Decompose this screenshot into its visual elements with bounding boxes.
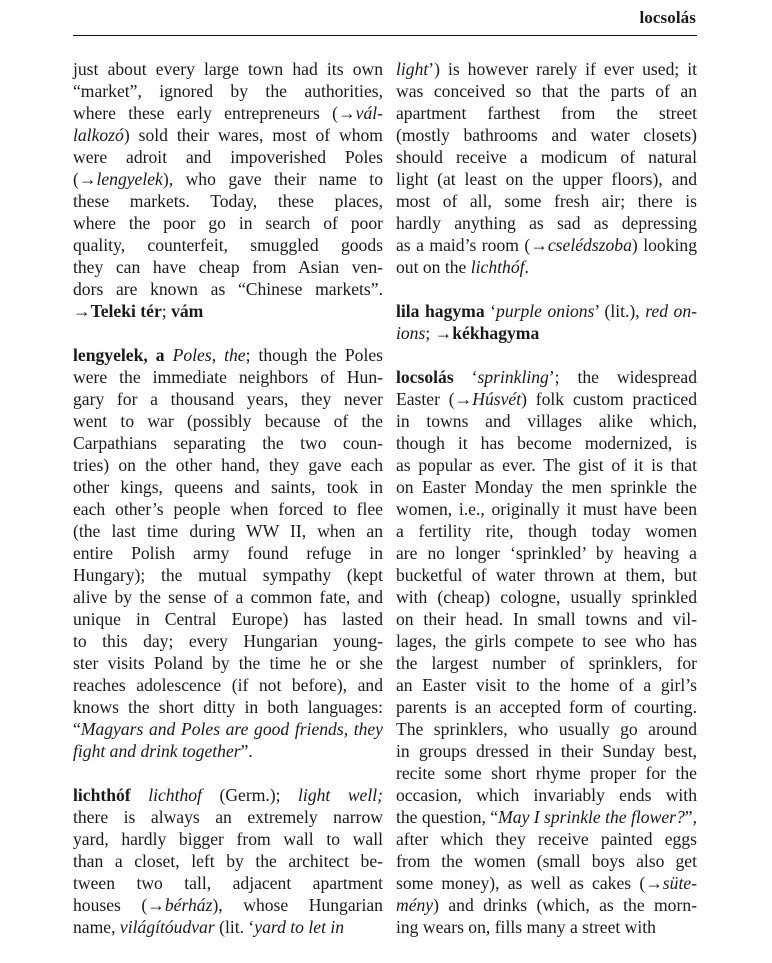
text-line <box>73 344 383 366</box>
text-run: unique in Central Europe) has lasted <box>73 609 383 629</box>
text-line <box>396 58 697 80</box>
text-line <box>396 322 697 344</box>
text-run: quality, counterfeit, smuggled goods <box>73 235 383 255</box>
text-run: light (at least on the upper floors), and <box>396 169 697 189</box>
text-run: each other’s people when forced to flee <box>73 499 383 519</box>
text-run: ) sold their wares, most of whom <box>123 125 383 145</box>
text-line <box>73 454 383 476</box>
entry-continuation <box>73 58 383 322</box>
text-line <box>396 894 697 916</box>
text-line <box>73 520 383 542</box>
text-run: most of all, some fresh air; there is <box>396 191 697 211</box>
text-run: ‘ <box>453 367 478 387</box>
text-run: went to war (possibly because of the <box>73 411 383 431</box>
text-run: ) looking <box>631 235 697 255</box>
text-line <box>73 190 383 212</box>
italic-term: light <box>396 59 429 79</box>
text-run: occasion, which invariably ends with <box>396 785 697 805</box>
text-line <box>396 740 697 762</box>
text-line <box>396 630 697 652</box>
text-line <box>396 520 697 542</box>
text-run: in groups dressed in their Sunday best, <box>396 741 697 761</box>
italic-term: Poles <box>172 345 212 365</box>
italic-term: red on- <box>645 301 697 321</box>
text-line <box>73 850 383 872</box>
text-line <box>73 652 383 674</box>
text-run: on their head. In small towns and vil- <box>396 609 697 629</box>
text-run: there is always an extremely narrow <box>73 807 383 827</box>
text-run: dors are known as “Chinese markets”. <box>73 279 383 299</box>
italic-term: cselédszoba <box>547 235 632 255</box>
text-line <box>396 388 697 410</box>
text-run: . <box>524 257 529 277</box>
text-run: Easter (→ <box>396 389 473 409</box>
text-line <box>396 102 697 124</box>
text-run: entire Polish army found refuge in <box>73 543 383 563</box>
italic-term: sprinkling <box>477 367 549 387</box>
text-run: from the women (small boys also get <box>396 851 697 871</box>
text-run <box>131 785 149 805</box>
text-run: knows the short ditty in both languages: <box>73 697 383 717</box>
text-line <box>396 564 697 586</box>
italic-term: light well; <box>298 785 383 805</box>
text-line <box>73 80 383 102</box>
text-run: tries) on the other hand, they gave each <box>73 455 383 475</box>
text-line <box>73 828 383 850</box>
text-run: ) and drinks (which, as the morn- <box>433 895 697 915</box>
text-line <box>73 146 383 168</box>
text-run: these markets. Today, these places, <box>73 191 383 211</box>
text-run: ), who gave their name to <box>162 169 383 189</box>
text-line <box>73 58 383 80</box>
text-line <box>396 674 697 696</box>
text-run: The sprinklers, who usually go around <box>396 719 697 739</box>
text-run: gary for a thousand years, they never <box>73 389 383 409</box>
text-run: Hungary); the mutual sympathy (kept <box>73 565 383 585</box>
text-line <box>73 564 383 586</box>
dictionary-entry <box>396 300 697 344</box>
headword: lichthóf <box>73 785 131 805</box>
text-line <box>73 124 383 146</box>
italic-term: ions <box>396 323 426 343</box>
header-rule <box>73 35 697 36</box>
text-run: ), whose Hungarian <box>212 895 383 915</box>
text-run: (lit. ‘ <box>214 917 255 937</box>
text-line <box>73 608 383 630</box>
text-line <box>396 542 697 564</box>
text-line <box>396 872 697 894</box>
text-run: (→ <box>73 169 97 189</box>
text-run: were adroit and impoverished Poles <box>73 147 383 167</box>
text-line <box>396 146 697 168</box>
text-line <box>396 696 697 718</box>
text-run: houses (→ <box>73 895 165 915</box>
text-run: ) folk custom practiced <box>521 389 698 409</box>
text-run: ”, <box>684 807 697 827</box>
text-line <box>396 586 697 608</box>
text-line <box>73 916 383 938</box>
text-run: → <box>73 301 91 321</box>
running-head: locsolás <box>639 8 696 27</box>
text-line <box>73 630 383 652</box>
italic-term: süte- <box>662 873 697 893</box>
text-run: the largest number of sprinklers, for <box>396 653 697 673</box>
text-line <box>73 300 383 322</box>
text-line <box>396 300 697 322</box>
text-run: a fertility rite, though today women <box>396 521 697 541</box>
italic-term: Magyars and Poles are good friends, they <box>80 719 383 739</box>
italic-term: világítóudvar <box>119 917 215 937</box>
text-line <box>396 234 697 256</box>
text-line <box>396 608 697 630</box>
text-run: where the poor go in search of poor <box>73 213 383 233</box>
text-run: bucketful of water thrown at them, but <box>396 565 697 585</box>
text-run: an Easter visit to the home of a girl’s <box>396 675 697 695</box>
text-run: should receive a modicum of natural <box>396 147 697 167</box>
text-run: Carpathians separating the two coun- <box>73 433 383 453</box>
text-line <box>396 784 697 806</box>
text-line <box>73 586 383 608</box>
text-run: “market”, ignored by the authorities, <box>73 81 383 101</box>
text-line <box>396 916 697 938</box>
text-run: to this day; every Hungarian young- <box>73 631 383 651</box>
text-line <box>396 806 697 828</box>
text-run: just about every large town had its own <box>73 59 383 79</box>
text-run: ; → <box>425 323 453 343</box>
italic-term: lalkozó <box>73 125 124 145</box>
italic-term: bérház <box>164 895 213 915</box>
text-line <box>73 410 383 432</box>
text-run: as popular as ever. The gist of it is that <box>396 455 697 475</box>
text-run: ’) is however rarely if ever used; it <box>428 59 697 79</box>
text-run: women, i.e., originally it must have been <box>396 499 697 519</box>
text-run: are no longer ‘sprinkled’ by heaving a <box>396 543 697 563</box>
text-run: ’; the widespread <box>548 367 697 387</box>
text-run: other kings, queens and saints, took in <box>73 477 383 497</box>
text-run: lages, the girls compete to see who has <box>396 631 697 651</box>
text-run: , <box>211 345 225 365</box>
entry-continuation <box>396 58 697 278</box>
right-column <box>396 58 697 938</box>
text-run: out on the <box>396 257 471 277</box>
text-line <box>73 278 383 300</box>
text-run: apartment farthest from the street <box>396 103 697 123</box>
text-line <box>396 476 697 498</box>
italic-term: vál- <box>355 103 383 123</box>
text-line <box>396 366 697 388</box>
text-run: than a closet, left by the architect be- <box>73 851 383 871</box>
text-run: ; <box>161 301 172 321</box>
text-run: ”. <box>240 741 253 761</box>
text-run: reaches adolescence (if not before), and <box>73 675 383 695</box>
text-line <box>73 234 383 256</box>
text-line <box>73 168 383 190</box>
entry-spacer <box>73 762 383 784</box>
italic-term: lichthóf <box>470 257 525 277</box>
text-run: though it has become modernized, is <box>396 433 697 453</box>
text-run: ster visits Poland by the time he or she <box>73 653 383 673</box>
italic-term: May I sprinkle the flower? <box>498 807 685 827</box>
text-line <box>73 498 383 520</box>
text-line <box>73 432 383 454</box>
text-run: ing wears on, fills many a street with <box>396 917 656 937</box>
headword: lila hagyma <box>396 301 485 321</box>
text-run: in towns and villages alike which, <box>396 411 697 431</box>
text-run: tween two tall, adjacent apartment <box>73 873 383 893</box>
text-run: (mostly bathrooms and water closets) <box>396 125 697 145</box>
italic-term: mény <box>396 895 434 915</box>
left-column <box>73 58 383 938</box>
text-run <box>165 345 173 365</box>
text-run: (Germ.); <box>201 785 299 805</box>
text-run: after which they receive painted eggs <box>396 829 697 849</box>
text-line <box>73 806 383 828</box>
text-line <box>73 784 383 806</box>
text-run: alive by the sense of a common fate, and <box>73 587 383 607</box>
text-run: the question, “ <box>396 807 499 827</box>
italic-term: the <box>224 345 246 365</box>
text-run: name, <box>73 917 120 937</box>
text-line <box>396 850 697 872</box>
text-line <box>396 168 697 190</box>
cross-reference: vám <box>171 301 204 321</box>
text-run: ‘ <box>484 301 497 321</box>
dictionary-entry <box>73 784 383 938</box>
entry-spacer <box>73 322 383 344</box>
text-line <box>396 828 697 850</box>
text-run: some money), as well as cakes (→ <box>396 873 663 893</box>
text-run: “ <box>73 719 81 739</box>
entry-spacer <box>396 278 697 300</box>
text-run: (the last time during WW II, when an <box>73 521 383 541</box>
text-line <box>396 652 697 674</box>
text-line <box>396 432 697 454</box>
text-line <box>396 718 697 740</box>
text-run: with (cheap) cologne, usually sprinkled <box>396 587 697 607</box>
text-line <box>73 542 383 564</box>
text-line <box>73 256 383 278</box>
italic-term: purple onions <box>496 301 595 321</box>
text-line <box>73 212 383 234</box>
text-line <box>396 124 697 146</box>
text-run: yard, hardly bigger from wall to wall <box>73 829 383 849</box>
entry-spacer <box>396 344 697 366</box>
italic-term: yard to let in <box>254 917 345 937</box>
cross-reference: Teleki tér <box>90 301 162 321</box>
text-run: they can have cheap from Asian ven- <box>73 257 383 277</box>
headword: lengyelek, a <box>73 345 165 365</box>
text-run: were the immediate neighbors of Hun- <box>73 367 383 387</box>
text-line <box>396 762 697 784</box>
text-line <box>73 388 383 410</box>
text-line <box>73 674 383 696</box>
text-line <box>73 102 383 124</box>
italic-term: lengyelek <box>96 169 163 189</box>
text-line <box>396 498 697 520</box>
text-line <box>73 872 383 894</box>
text-line <box>396 256 697 278</box>
text-run: was conceived so that the parts of an <box>396 81 697 101</box>
text-line <box>73 476 383 498</box>
italic-term: Húsvét <box>472 389 522 409</box>
text-run: recite some short rhyme proper for the <box>396 763 697 783</box>
text-line <box>73 696 383 718</box>
cross-reference: kékhagyma <box>452 323 540 343</box>
text-line <box>396 80 697 102</box>
text-run: where these early entrepreneurs (→ <box>73 103 356 123</box>
text-run: on Easter Monday the men sprinkle the <box>396 477 697 497</box>
text-run: ; though the Poles <box>245 345 383 365</box>
text-line <box>73 740 383 762</box>
text-line <box>396 410 697 432</box>
headword: locsolás <box>396 367 454 387</box>
dictionary-entry <box>396 366 697 938</box>
text-line <box>396 190 697 212</box>
text-run: hardly anything as sad as depressing <box>396 213 697 233</box>
dictionary-entry <box>73 344 383 762</box>
text-run: parents is an accepted form of courting. <box>396 697 697 717</box>
text-line <box>73 894 383 916</box>
italic-term: lichthof <box>148 785 202 805</box>
text-run: ’ (lit.), <box>594 301 646 321</box>
text-line <box>396 454 697 476</box>
italic-term: fight and drink together <box>73 741 241 761</box>
text-line <box>73 718 383 740</box>
text-line <box>73 366 383 388</box>
text-run: as a maid’s room (→ <box>396 235 548 255</box>
text-line <box>396 212 697 234</box>
